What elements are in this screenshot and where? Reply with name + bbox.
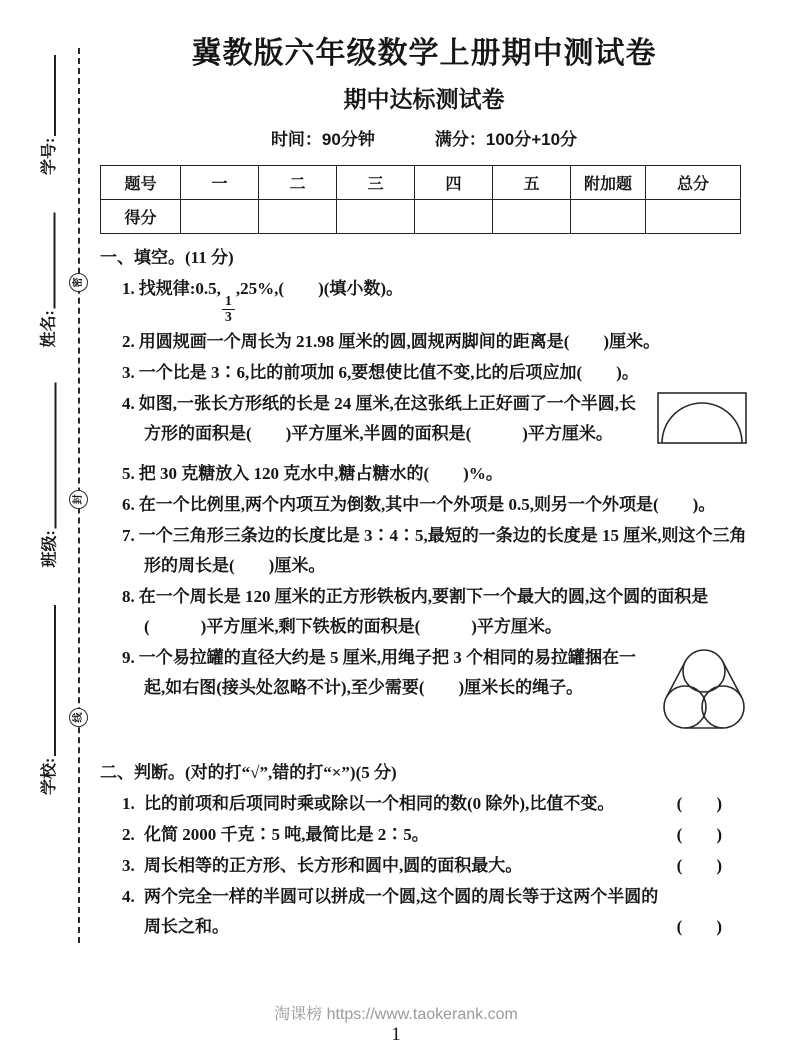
- item-number: 3.: [122, 362, 135, 382]
- fill-item-6: [100, 490, 748, 520]
- name-field: [37, 213, 59, 348]
- school-field: [37, 605, 59, 795]
- answer-blank: ( ): [676, 793, 722, 813]
- fill-item-8: [100, 582, 748, 642]
- fill-item-2: [100, 327, 748, 357]
- item-number: 6.: [122, 494, 135, 514]
- fraction-one-third: [222, 294, 235, 326]
- judge-item-2: [100, 820, 748, 850]
- student-id-blank-line: [54, 55, 56, 136]
- score-header-cell: 二: [259, 166, 337, 200]
- paper-title: 冀教版六年级数学上册期中测试卷: [191, 37, 657, 70]
- score-cell: [571, 200, 646, 234]
- score-header-cell: 五: [493, 166, 571, 200]
- score-header-cell: 题号: [101, 166, 181, 200]
- item-text: 比的前项和后项同时乘或除以一个相同的数(0 除外),比值不变。: [144, 793, 615, 813]
- item-text: 把 30 克糖放入 120 克水中,糖占糖水的( )%。: [138, 463, 503, 483]
- score-cell: [415, 200, 493, 234]
- item-text: 周长相等的正方形、长方形和圆中,圆的面积最大。: [144, 855, 523, 875]
- item-number: 4.: [122, 393, 135, 413]
- score-cell: [493, 200, 571, 234]
- section1-heading: 一、填空。(11 分): [100, 248, 234, 267]
- seal-char-feng: 封: [69, 490, 88, 509]
- fill-item-9: [100, 643, 748, 749]
- school-blank-line: [54, 605, 56, 756]
- class-field: [38, 383, 60, 568]
- student-id-field: [37, 55, 59, 175]
- score-header-cell: 三: [337, 166, 415, 200]
- item-number: 2.: [122, 824, 135, 844]
- item-text: 如图,一张长方形纸的长是 24 厘米,在这张纸上正好画了一个半圆,长方形的面积是( )平方厘米,半圆的面积是( )平方厘米。: [138, 393, 636, 443]
- score-cell: [259, 200, 337, 234]
- score-table-score-row: [101, 200, 741, 234]
- item-number: 3.: [122, 855, 135, 875]
- fraction-denominator: 3: [224, 310, 232, 326]
- fill-item-3: [100, 358, 748, 388]
- watermark-url: 淘课榜 https://www.taokerank.com: [274, 1006, 518, 1023]
- item-text: 化简 2000 千克∶5 吨,最简比是 2∶5。: [144, 824, 429, 844]
- exam-score: 满分：100分+10分: [434, 130, 578, 149]
- item-number: 2.: [122, 331, 135, 351]
- score-table-header-row: [101, 166, 741, 200]
- seal-char-mi: 密: [69, 273, 88, 292]
- item-text: 两个完全一样的半圆可以拼成一个圆,这个圆的周长等于这两个半圆的周长之和。: [144, 886, 659, 936]
- item-number: 1.: [122, 279, 135, 298]
- three-cans-rope-figure: [660, 645, 748, 747]
- name-label: 姓名:: [40, 310, 58, 348]
- seal-char-xian: 线: [69, 708, 88, 727]
- school-label: 学校:: [41, 757, 58, 795]
- score-cell: [646, 200, 741, 234]
- score-header-cell: 附加题: [571, 166, 646, 200]
- score-header-cell: 总分: [646, 166, 741, 200]
- item-number: 9.: [122, 647, 135, 667]
- item-text: 找规律:0.5,: [138, 279, 221, 298]
- fill-item-1: [100, 274, 748, 326]
- page-number: 1: [391, 1024, 401, 1045]
- rectangle-semicircle-figure: [656, 391, 748, 456]
- item-text: 一个易拉罐的直径大约是 5 厘米,用绳子把 3 个相同的易拉罐捆在一起,如右图(接头处忽略不计),至少需要( )厘米长的绳子。: [138, 647, 636, 697]
- class-blank-line: [55, 383, 57, 529]
- judge-item-1: [100, 789, 748, 819]
- answer-blank: ( ): [676, 855, 722, 875]
- item-number: 7.: [122, 525, 135, 545]
- paper-subtitle: 期中达标测试卷: [343, 86, 505, 112]
- item-number: 1.: [122, 793, 135, 813]
- fill-item-4: [100, 389, 748, 458]
- test-paper: [100, 36, 748, 942]
- judge-item-4: [100, 882, 748, 942]
- fill-item-5: [100, 459, 748, 489]
- fill-item-7: [100, 521, 748, 581]
- score-header-cell: 一: [181, 166, 259, 200]
- name-blank-line: [54, 213, 56, 309]
- exam-time: 时间：90分钟: [270, 130, 375, 149]
- score-cell: [337, 200, 415, 234]
- class-label: 班级:: [41, 530, 59, 568]
- item-text: 用圆规画一个周长为 21.98 厘米的圆,圆规两脚间的距离是( )厘米。: [138, 331, 661, 351]
- item-number: 4.: [122, 886, 135, 906]
- item-text: 在一个周长是 120 厘米的正方形铁板内,要割下一个最大的圆,这个圆的面积是( )平方厘米,剩下铁板的面积是( )平方厘米。: [138, 586, 709, 636]
- fraction-numerator: 1: [222, 294, 235, 310]
- score-header-cell: 四: [415, 166, 493, 200]
- score-table: [100, 165, 741, 234]
- item-text: 在一个比例里,两个内项互为倒数,其中一个外项是 0.5,则另一个外项是( )。: [138, 494, 716, 514]
- item-text: 一个比是 3∶6,比的前项加 6,要想使比值不变,比的后项应加( )。: [138, 362, 639, 382]
- item-text: ,25%,( )(填小数)。: [235, 279, 404, 298]
- item-number: 5.: [122, 463, 135, 483]
- exam-info: [100, 128, 748, 152]
- item-text: 一个三角形三条边的长度比是 3∶4∶5,最短的一条边的长度是 15 厘米,则这个三角形的周长是( )厘米。: [138, 525, 747, 575]
- answer-blank: ( ): [676, 824, 722, 844]
- answer-blank: ( ): [676, 916, 722, 936]
- score-cell: [181, 200, 259, 234]
- score-row-label: 得分: [101, 200, 181, 234]
- item-number: 8.: [122, 586, 135, 606]
- student-id-label: 学号:: [41, 137, 58, 175]
- section2-heading: 二、判断。(对的打“√”,错的打“×”)(5 分): [100, 762, 397, 782]
- judge-item-3: [100, 851, 748, 881]
